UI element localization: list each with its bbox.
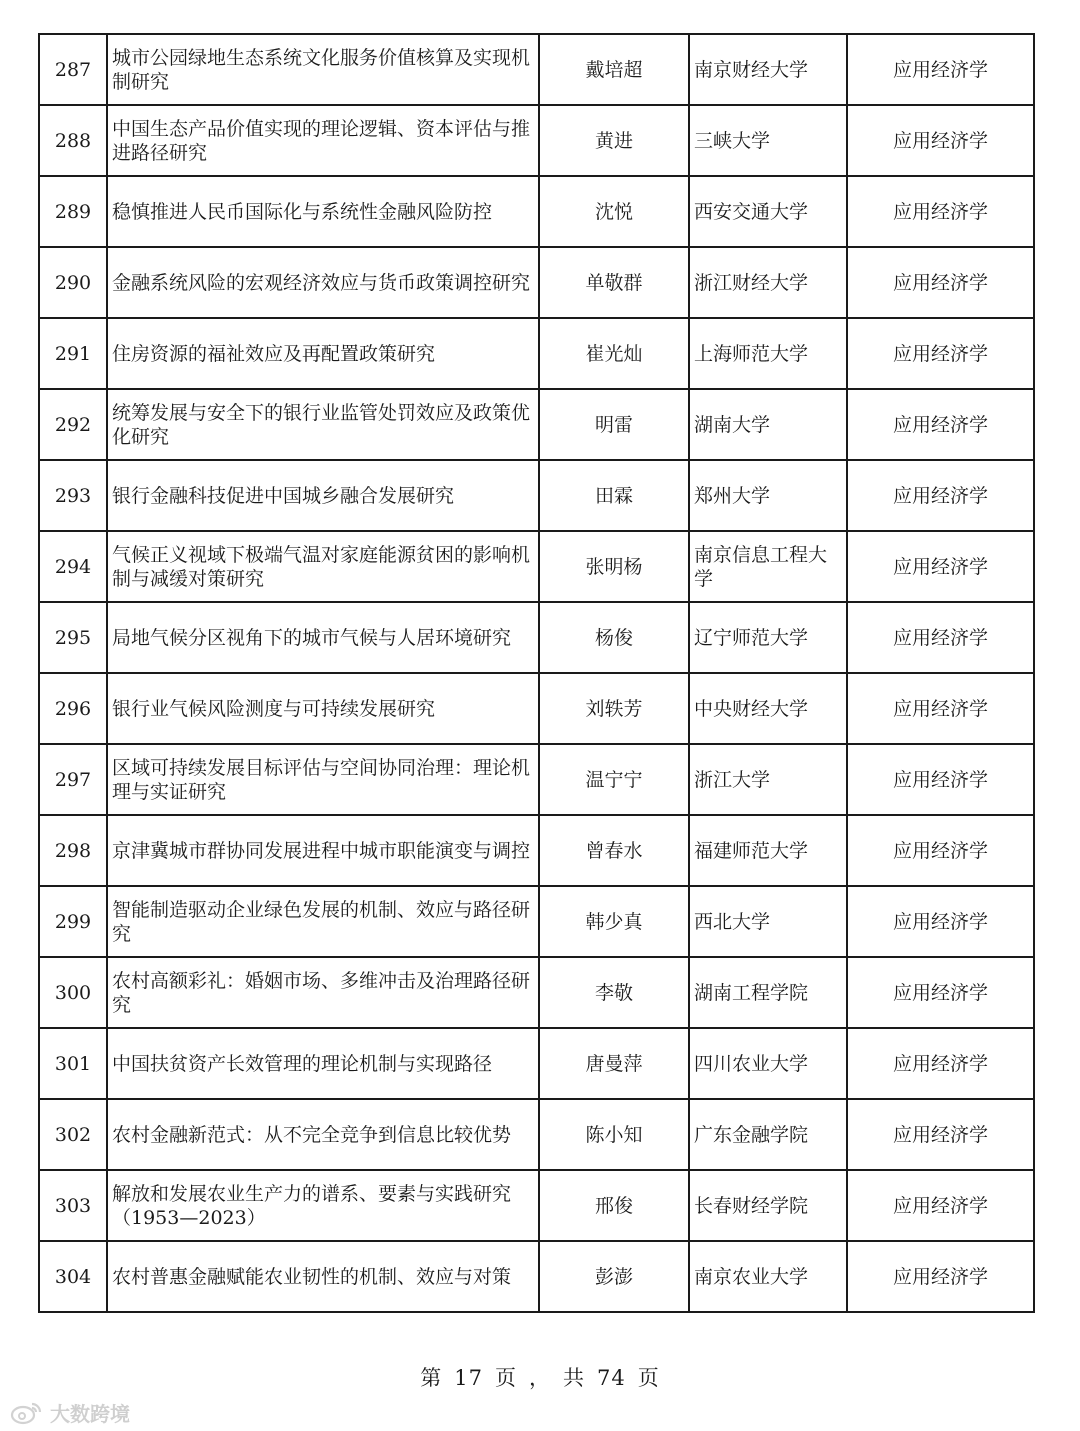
table-row [39,247,1034,318]
researcher-name: 刘轶芳 [539,673,689,744]
row-number: 297 [39,744,107,815]
project-title: 中国扶贫资产长效管理的理论机制与实现路径 [107,1028,539,1099]
row-number: 287 [39,34,107,105]
project-title: 农村高额彩礼：婚姻市场、多维冲击及治理路径研究 [107,957,539,1028]
institution-name: 辽宁师范大学 [689,602,847,673]
table-row [39,460,1034,531]
total-pages: 74 [597,1366,626,1390]
institution-name: 广东金融学院 [689,1099,847,1170]
row-number: 296 [39,673,107,744]
row-number: 298 [39,815,107,886]
subject-name: 应用经济学 [847,1099,1034,1170]
project-title: 局地气候分区视角下的城市气候与人居环境研究 [107,602,539,673]
table-body [39,34,1034,1312]
institution-name: 中央财经大学 [689,673,847,744]
project-title: 银行业气候风险测度与可持续发展研究 [107,673,539,744]
row-number: 299 [39,886,107,957]
researcher-name: 明雷 [539,389,689,460]
researcher-name: 杨俊 [539,602,689,673]
row-number: 304 [39,1241,107,1312]
subject-name: 应用经济学 [847,1170,1034,1241]
project-title: 中国生态产品价值实现的理论逻辑、资本评估与推进路径研究 [107,105,539,176]
project-list-table [38,33,1035,1313]
institution-name: 湖南大学 [689,389,847,460]
row-number: 293 [39,460,107,531]
institution-name: 南京财经大学 [689,34,847,105]
researcher-name: 陈小知 [539,1099,689,1170]
project-title: 智能制造驱动企业绿色发展的机制、效应与路径研究 [107,886,539,957]
page-suffix: 页 [495,1366,517,1390]
researcher-name: 张明杨 [539,531,689,602]
subject-name: 应用经济学 [847,1028,1034,1099]
subject-name: 应用经济学 [847,34,1034,105]
table-row [39,389,1034,460]
row-number: 302 [39,1099,107,1170]
weibo-logo-icon [10,1400,44,1426]
researcher-name: 韩少真 [539,886,689,957]
page-number: 17 [454,1366,483,1390]
project-title: 稳慎推进人民币国际化与系统性金融风险防控 [107,176,539,247]
researcher-name: 李敬 [539,957,689,1028]
total-suffix: 页 [637,1366,660,1390]
researcher-name: 沈悦 [539,176,689,247]
watermark [10,1398,130,1427]
table-row [39,815,1034,886]
project-title: 住房资源的福祉效应及再配置政策研究 [107,318,539,389]
institution-name: 郑州大学 [689,460,847,531]
table-row [39,1099,1034,1170]
subject-name: 应用经济学 [847,247,1034,318]
institution-name: 浙江大学 [689,744,847,815]
project-title: 金融系统风险的宏观经济效应与货币政策调控研究 [107,247,539,318]
table-row [39,176,1034,247]
institution-name: 上海师范大学 [689,318,847,389]
project-title: 农村普惠金融赋能农业韧性的机制、效应与对策 [107,1241,539,1312]
researcher-name: 单敬群 [539,247,689,318]
table-row [39,318,1034,389]
institution-name: 西安交通大学 [689,176,847,247]
project-title: 京津冀城市群协同发展进程中城市职能演变与调控 [107,815,539,886]
institution-name: 三峡大学 [689,105,847,176]
row-number: 288 [39,105,107,176]
subject-name: 应用经济学 [847,744,1034,815]
table-row [39,1170,1034,1241]
subject-name: 应用经济学 [847,318,1034,389]
researcher-name: 曾春水 [539,815,689,886]
institution-name: 南京农业大学 [689,1241,847,1312]
row-number: 292 [39,389,107,460]
researcher-name: 唐曼萍 [539,1028,689,1099]
row-number: 300 [39,957,107,1028]
institution-name: 浙江财经大学 [689,247,847,318]
row-number: 290 [39,247,107,318]
page-footer [0,1362,1080,1392]
subject-name: 应用经济学 [847,176,1034,247]
researcher-name: 温宁宁 [539,744,689,815]
institution-name: 长春财经学院 [689,1170,847,1241]
table-row [39,673,1034,744]
subject-name: 应用经济学 [847,460,1034,531]
subject-name: 应用经济学 [847,602,1034,673]
row-number: 289 [39,176,107,247]
project-title: 城市公园绿地生态系统文化服务价值核算及实现机制研究 [107,34,539,105]
researcher-name: 邢俊 [539,1170,689,1241]
subject-name: 应用经济学 [847,1241,1034,1312]
project-title: 解放和发展农业生产力的谱系、要素与实践研究（1953—2023） [107,1170,539,1241]
institution-name: 西北大学 [689,886,847,957]
subject-name: 应用经济学 [847,815,1034,886]
project-title: 气候正义视域下极端气温对家庭能源贫困的影响机制与减缓对策研究 [107,531,539,602]
table-row [39,105,1034,176]
institution-name: 南京信息工程大学 [689,531,847,602]
table-row [39,602,1034,673]
researcher-name: 戴培超 [539,34,689,105]
subject-name: 应用经济学 [847,531,1034,602]
table-row [39,1241,1034,1312]
researcher-name: 田霖 [539,460,689,531]
subject-name: 应用经济学 [847,105,1034,176]
table-row [39,886,1034,957]
footer-separator: ， [529,1366,551,1390]
row-number: 291 [39,318,107,389]
project-title: 统筹发展与安全下的银行业监管处罚效应及政策优化研究 [107,389,539,460]
institution-name: 福建师范大学 [689,815,847,886]
researcher-name: 黄进 [539,105,689,176]
subject-name: 应用经济学 [847,957,1034,1028]
subject-name: 应用经济学 [847,886,1034,957]
table-row [39,531,1034,602]
project-title: 区域可持续发展目标评估与空间协同治理：理论机理与实证研究 [107,744,539,815]
table-row [39,34,1034,105]
institution-name: 四川农业大学 [689,1028,847,1099]
row-number: 294 [39,531,107,602]
researcher-name: 彭澎 [539,1241,689,1312]
page-prefix: 第 [420,1366,443,1390]
subject-name: 应用经济学 [847,673,1034,744]
row-number: 303 [39,1170,107,1241]
researcher-name: 崔光灿 [539,318,689,389]
row-number: 295 [39,602,107,673]
table-row [39,957,1034,1028]
watermark-text: 大数跨境 [50,1402,130,1426]
subject-name: 应用经济学 [847,389,1034,460]
table-row [39,1028,1034,1099]
project-title: 银行金融科技促进中国城乡融合发展研究 [107,460,539,531]
total-prefix: 共 [563,1366,585,1390]
institution-name: 湖南工程学院 [689,957,847,1028]
row-number: 301 [39,1028,107,1099]
project-title: 农村金融新范式：从不完全竞争到信息比较优势 [107,1099,539,1170]
table-row [39,744,1034,815]
